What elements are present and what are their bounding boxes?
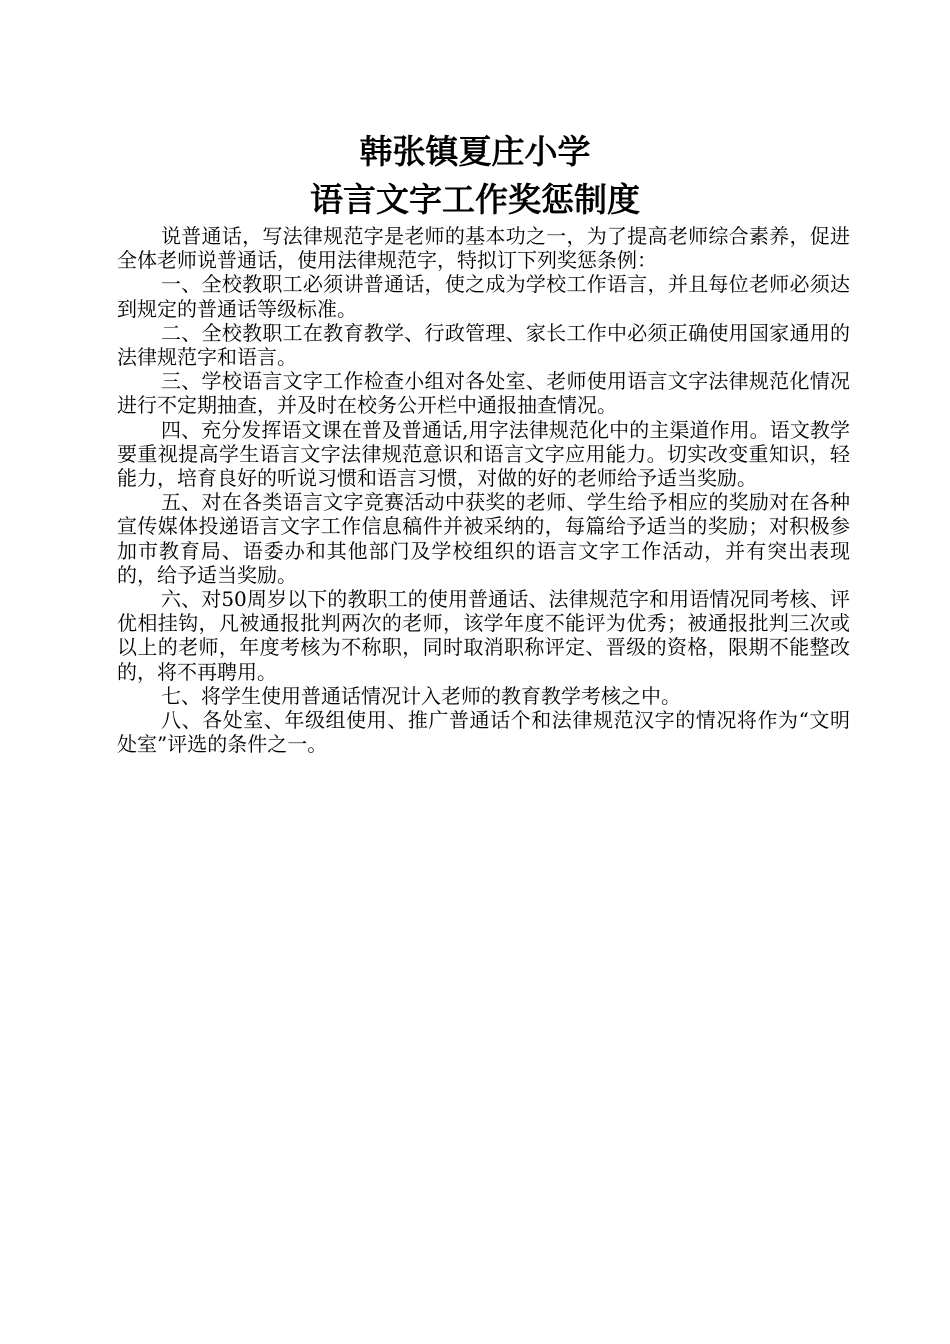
rule-paragraph-5: 五、对在各类语言文字竞赛活动中获奖的老师、学生给予相应的奖励对在各种宣传媒体投递语言文字工作信息稿件并被采纳的，每篇给予适当的奖励；对积极参加市教育局、语委办和其他部门及学校组织的语言文字工作活动，并有突出表现的，给予适当奖励。 [117, 490, 850, 587]
rule-paragraph-2: 二、全校教职工在教育教学、行政管理、家长工作中必须正确使用国家通用的法律规范字和语言。 [117, 320, 850, 370]
school-name-title: 韩张镇夏庄小学 [359, 132, 591, 171]
document-title: 语言文字工作奖惩制度 [310, 180, 640, 219]
document-body [117, 224, 850, 756]
rule-paragraph-7: 七、将学生使用普通话情况计入老师的教育教学考核之中。 [161, 683, 681, 708]
intro-paragraph: 说普通话，写法律规范字是老师的基本功之一，为了提高老师综合素养，促进全体老师说普通话，使用法律规范字，特拟订下列奖惩条例： [117, 224, 850, 273]
rule-paragraph-8: 八、各处室、年级组使用、推广普通话个和法律规范汉字的情况将作为“文明处室”评选的条件之一。 [117, 708, 850, 757]
rule-paragraph-1: 一、全校教职工必须讲普通话，使之成为学校工作语言，并且每位老师必须达到规定的普通话等级标准。 [117, 272, 850, 321]
rule-paragraph-3: 三、学校语言文字工作检查小组对各处室、老师使用语言文字法律规范化情况进行不定期抽查，并及时在校务公开栏中通报抽查情况。 [117, 369, 850, 418]
rule-paragraph-6: 六、对50周岁以下的教职工的使用普通话、法律规范字和用语情况同考核、评优相挂钩，凡被通报批判两次的老师，该学年度不能评为优秀；被通报批判三次或以上的老师，年度考核为不称职，同时取消职称评定、晋级的资格，限期不能整改的，将不再聘用。 [117, 587, 850, 684]
rule-paragraph-4: 四、充分发挥语文课在普及普通话,用字法律规范化中的主渠道作用。语文教学要重视提高学生语言文字法律规范意识和语言文字应用能力。切实改变重知识，轻能力，培育良好的听说习惯和语言习惯，对做的好的老师给予适当奖励。 [117, 417, 850, 491]
